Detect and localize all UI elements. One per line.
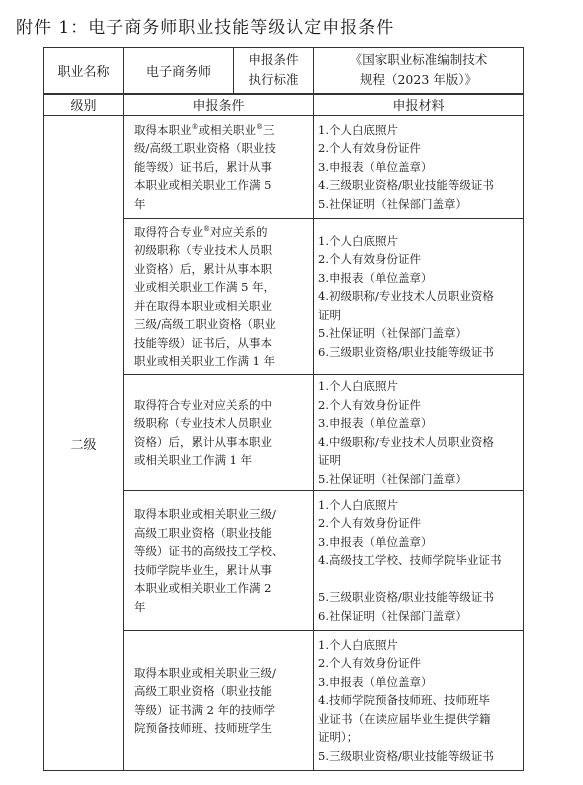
materials-cell [314,116,524,219]
condition-line: 并在取得本职业或相关职业 [134,298,272,313]
application-conditions-table [43,47,524,771]
material-line: 2.个人有效身份证件 [318,516,421,531]
condition-line: 取得本职业或相关职业三级/ [134,665,276,680]
material-line: 3.申报表（单位盖章） [318,674,433,689]
material-line: 4.初级职称/专业技术人员职业资格 [318,289,494,304]
material-line: 5.社保证明（社保部门盖章） [318,326,467,341]
materials-cell [314,631,524,771]
material-line: 4.三级职业资格/职业技能等级证书 [318,178,494,193]
material-line: 1.个人白底照片 [318,637,398,652]
material-line: 2.个人有效身份证件 [318,252,421,267]
condition-line: 取得本职业或相关职业三级/ [134,507,276,521]
material-line: 2.个人有效身份证件 [318,656,421,671]
condition-line: 年 [134,599,146,614]
material-line: 1.个人白底照片 [318,233,398,248]
material-line: 3.申报表（单位盖章） [318,416,433,430]
condition-line: 年 [134,196,146,211]
material-line: 证明 [318,453,341,467]
condition-line: 职业或相关职业工作满 1 年 [134,354,276,368]
materials-cell [314,375,524,491]
material-line: 5.三级职业资格/职业技能等级证书 [318,748,494,763]
standard-label-line: 执行标准 [248,72,299,88]
material-line: 6.三级职业资格/职业技能等级证书 [318,344,494,359]
material-line: 1.个人白底照片 [318,379,398,393]
header-row [44,48,524,94]
page-title: 附件 1：电子商务师职业技能等级认定申报条件 [16,18,395,38]
condition-cell [124,219,314,375]
material-line: 5.社保证明（社保部门盖章） [318,196,467,211]
condition-cell [124,631,314,771]
material-line: 4.技师学院预备技师班、技师班毕 [318,693,490,708]
material-line: 3.申报表（单位盖章） [318,534,433,549]
condition-line: 业资格）后，累计从事本职 [134,261,272,276]
registered-mark: ® [203,224,210,233]
registered-mark: ® [191,122,199,131]
condition-line: 院预备技师班、技师班学生 [134,721,272,735]
condition-cell [124,491,314,631]
material-line: 证明 [318,307,341,322]
standard-label [234,48,314,94]
material-line: 5.社保证明（社保部门盖章） [318,471,467,486]
condition-line: 取得本职业®或相关职业®三 [134,122,275,137]
material-line: 2.个人有效身份证件 [318,141,421,156]
occupation-label: 职业名称 [44,48,124,94]
level-cell: 二级 [44,116,124,771]
condition-line: 业或相关职业工作满 5 年， [134,280,276,294]
material-line: 4.高级技工学校、技师学院毕业证书 [318,553,502,568]
material-line: 6.社保证明（社保部门盖章） [318,608,467,623]
condition-line: 技能等级）证书后，从事本 [134,335,272,350]
standard-value-line: 规程（2023 年版）》 [359,72,478,88]
column-header-conditions: 申报条件 [124,94,314,116]
condition-line: 等级）证书满 2 年的技师学 [134,702,276,717]
condition-cell [124,375,314,491]
column-header-materials: 申报材料 [314,94,524,116]
material-line: 3.申报表（单位盖章） [318,159,433,174]
condition-line: 级/高级工职业资格（职业技 [134,141,276,156]
material-line: 证明）； [318,730,359,745]
condition-cell [124,116,314,219]
material-line: 3.申报表（单位盖章） [318,270,433,285]
condition-line: 三级/高级工职业资格（职业 [134,317,276,331]
condition-line: 初级职称（专业技术人员职 [134,243,272,257]
standard-value [314,48,524,94]
standard-label-line: 申报条件 [248,52,299,68]
materials-cell [314,219,524,375]
condition-line: 技师学院毕业生，累计从事 [134,562,272,577]
registered-mark: ® [256,122,263,131]
condition-line: 等级）证书的高级技工学校、 [134,544,284,558]
condition-line: 高级工职业资格（职业技能 [134,525,272,540]
condition-line: 本职业或相关职业工作满 5 [134,178,272,193]
materials-cell [314,491,524,631]
material-line: 1.个人白底照片 [318,497,398,512]
condition-line: 资格）后，累计从事本职业 [134,434,272,449]
material-line: 1.个人白底照片 [318,122,398,137]
condition-line: 能等级）证书后，累计从事 [134,159,272,174]
standard-value-line: 《国家职业标准编制技术 [349,52,488,68]
material-line: 4.中级职称/专业技术人员职业资格 [318,434,494,449]
table-row [44,116,524,219]
condition-line: 高级工职业资格（职业技能 [134,684,272,698]
condition-line: 取得符合专业对应关系的中 [134,397,272,412]
column-header-level: 级别 [44,94,124,116]
condition-line: 取得符合专业®对应关系的 [134,224,268,239]
material-line [318,570,519,589]
material-line: 2.个人有效身份证件 [318,397,421,412]
material-line: 5.三级职业资格/职业技能等级证书 [318,590,494,605]
condition-line: 或相关职业工作满 1 年 [134,453,253,467]
material-line: 业证书（在读应届毕业生提供学籍 [318,711,491,726]
occupation-value: 电子商务师 [124,48,234,94]
condition-line: 本职业或相关职业工作满 2 [134,581,272,595]
condition-line: 级职称（专业技术人员职业 [134,416,272,430]
column-header-row [44,94,524,116]
